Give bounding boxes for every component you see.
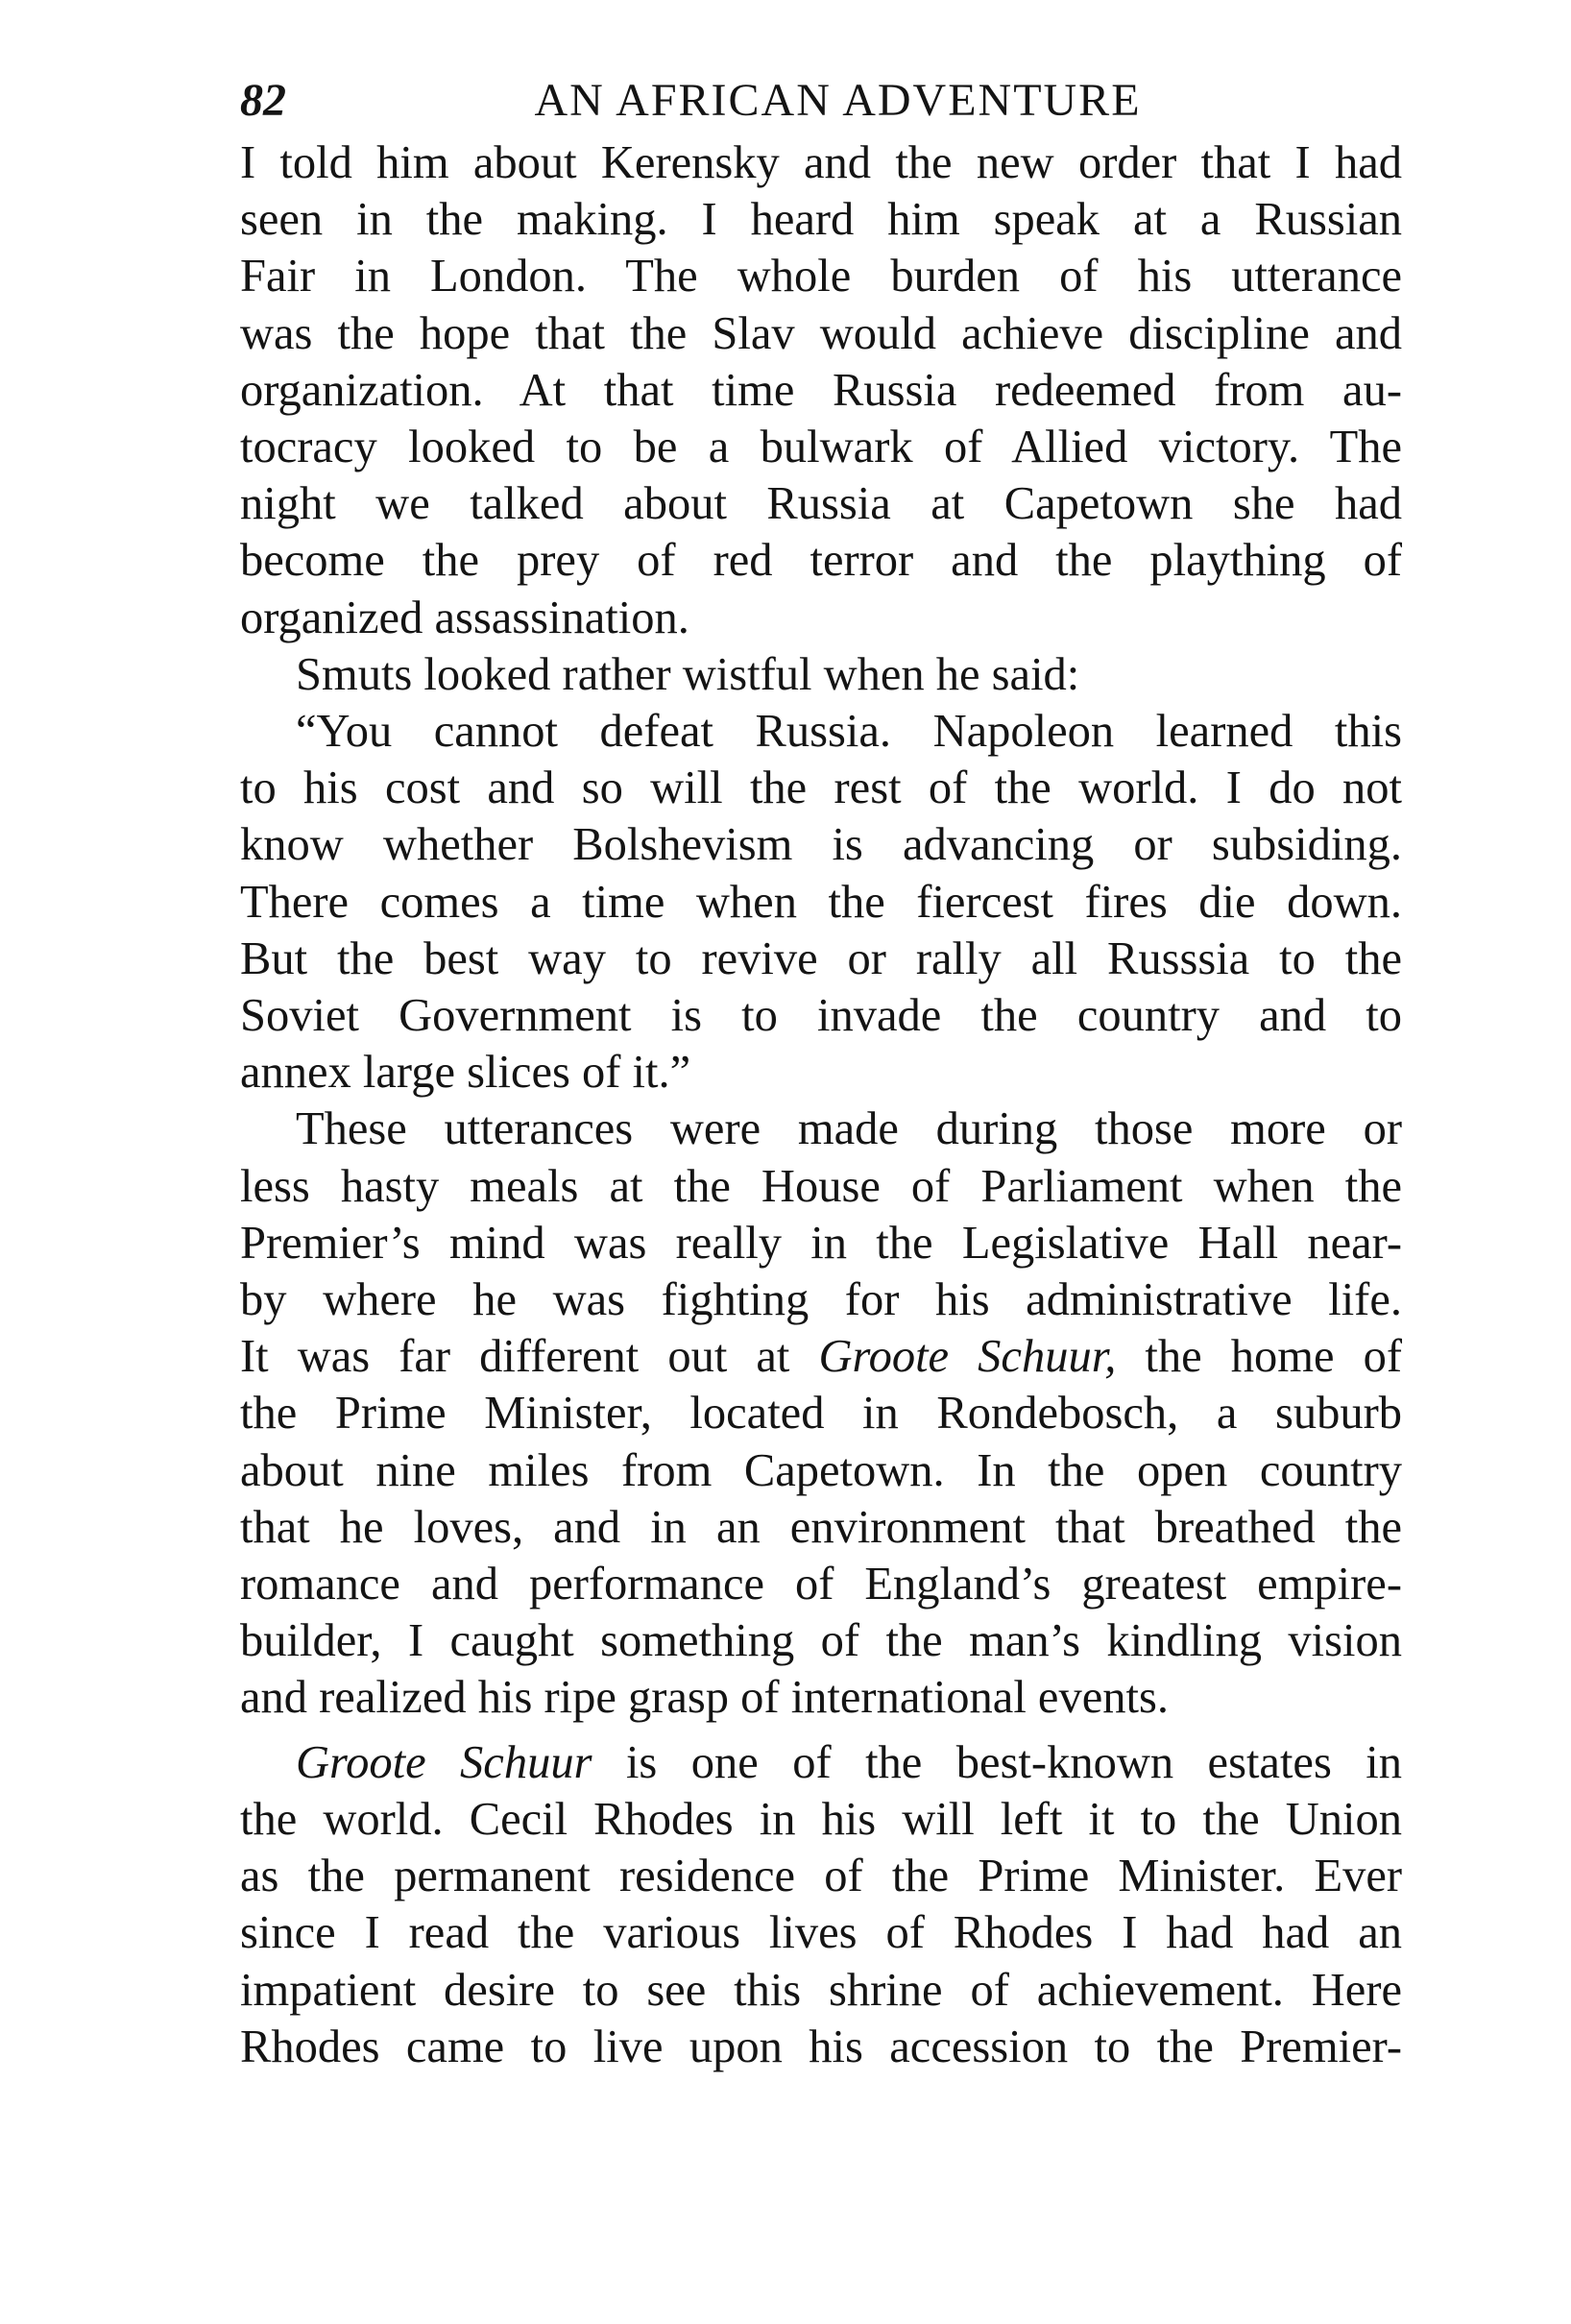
text-line: I told him about Kerensky and the new order that I had (240, 137, 1402, 188)
text-line: Rhodes came to live upon his accession to the Premier- (240, 2021, 1402, 2072)
paragraph-smuts-intro (240, 646, 1402, 703)
text-line (240, 1734, 1402, 1791)
paragraph-smuts-quote (240, 703, 1402, 1101)
text-line: since I read the various lives of Rhodes I had had an (240, 1907, 1402, 1959)
italic-estate-name: Groote Schuur (296, 1736, 592, 1788)
text-line: builder, I caught something of the man’s kindling vision (240, 1615, 1402, 1667)
text-line: the world. Cecil Rhodes in his will left it to the Union (240, 1793, 1402, 1845)
text-segment: It was far different out at (240, 1331, 790, 1383)
paragraph-groote-schuur (240, 1734, 1402, 2075)
text-line: organization. At that time Russia redeemed from au- (240, 364, 1402, 416)
text-line: was the hope that the Slav would achieve discipline and (240, 307, 1402, 359)
text-line: night we talked about Russia at Capetown she had (240, 478, 1402, 530)
text-line: There comes a time when the fiercest fires die down. (240, 876, 1402, 928)
text-line: Premier’s mind was really in the Legislative Hall near- (240, 1217, 1402, 1269)
text-line: annex large slices of it.” (240, 1047, 691, 1099)
running-title: AN AFRICAN ADVENTURE (534, 75, 1142, 126)
text-line: less hasty meals at the House of Parliament when the (240, 1160, 1402, 1212)
text-line: by where he was fighting for his administrative life. (240, 1274, 1402, 1326)
text-line: Soviet Government is to invade the country and to (240, 990, 1402, 1042)
text-line: impatient desire to see this shrine of achievement. Here (240, 1964, 1402, 2016)
text-line: the Prime Minister, located in Rondebosch, a suburb (240, 1388, 1402, 1440)
paragraph-utterances (240, 1101, 1402, 1726)
text-segment: the home of (1145, 1331, 1403, 1383)
text-line: and realized his ripe grasp of international events. (240, 1672, 1169, 1724)
text-line: that he loves, and in an environment that breathed the (240, 1501, 1402, 1553)
italic-estate-name: Groote Schuur, (818, 1331, 1117, 1383)
text-line: Smuts looked rather wistful when he said: (296, 648, 1080, 700)
paragraph-kerensky (240, 134, 1402, 646)
text-line: tocracy looked to be a bulwark of Allied victory. The (240, 422, 1402, 473)
text-line: romance and performance of England’s greatest empire- (240, 1559, 1402, 1610)
text-segment: is one of the best-known estates in (625, 1736, 1403, 1788)
page-number: 82 (240, 75, 286, 126)
book-page (240, 67, 1402, 2075)
text-line: as the permanent residence of the Prime Minister. Ever (240, 1851, 1402, 1902)
body-text (240, 134, 1402, 2075)
text-line: These utterances were made during those more or (296, 1103, 1402, 1155)
text-line: organized assassination. (240, 592, 689, 643)
text-line (240, 1328, 1402, 1385)
text-line: seen in the making. I heard him speak at a Russian (240, 194, 1402, 246)
text-line: know whether Bolshevism is advancing or subsiding. (240, 819, 1402, 871)
text-line: to his cost and so will the rest of the world. I do not (240, 763, 1402, 814)
text-line: “You cannot defeat Russia. Napoleon learned this (296, 706, 1402, 758)
text-line: become the prey of red terror and the plaything of (240, 535, 1402, 587)
text-line: Fair in London. The whole burden of his utterance (240, 251, 1402, 303)
text-line: about nine miles from Capetown. In the open country (240, 1444, 1402, 1496)
text-line: But the best way to revive or rally all Russsia to the (240, 932, 1402, 984)
running-head (240, 67, 1402, 134)
